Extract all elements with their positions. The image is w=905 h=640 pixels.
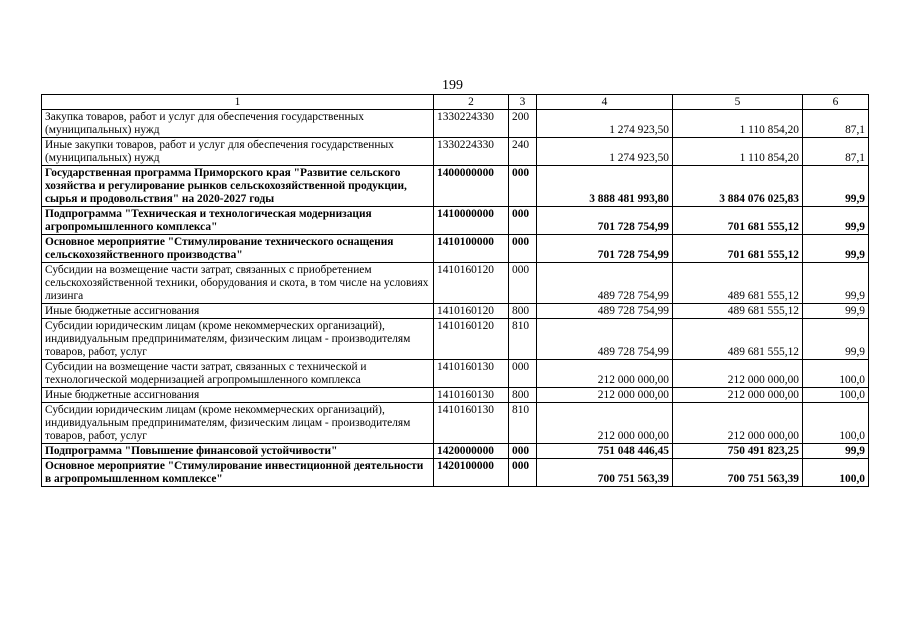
row-actual-amount-cell: 1 110 854,20 xyxy=(673,110,803,138)
row-actual-amount-cell: 701 681 555,12 xyxy=(673,235,803,263)
budget-execution-table xyxy=(41,94,869,487)
row-plan-amount-cell: 701 728 754,99 xyxy=(537,207,673,235)
row-actual-amount-cell: 489 681 555,12 xyxy=(673,263,803,304)
row-percent-cell: 100,0 xyxy=(803,403,869,444)
row-actual-amount-cell: 701 681 555,12 xyxy=(673,207,803,235)
row-percent-cell: 87,1 xyxy=(803,138,869,166)
row-target-article-cell: 1330224330 xyxy=(434,110,509,138)
row-percent-cell: 87,1 xyxy=(803,110,869,138)
table-row xyxy=(42,319,869,360)
row-target-article-cell: 1400000000 xyxy=(434,166,509,207)
row-expense-type-cell: 810 xyxy=(509,403,537,444)
row-name-cell: Государственная программа Приморского края "Развитие сельского хозяйства и регулирование рынков сельскохозяйственной продукции, сырья и продовольствия" на 2020-2027 годы xyxy=(42,166,434,207)
table-header-row xyxy=(42,95,869,110)
row-name-cell: Субсидии юридическим лицам (кроме некоммерческих организаций), индивидуальным предпринимателям, физическим лицам - производителям товаров, работ, услуг xyxy=(42,319,434,360)
row-target-article-cell: 1410100000 xyxy=(434,235,509,263)
row-percent-cell: 99,9 xyxy=(803,166,869,207)
header-col-3: 3 xyxy=(509,95,537,110)
row-plan-amount-cell: 700 751 563,39 xyxy=(537,459,673,487)
row-name-cell: Субсидии юридическим лицам (кроме некоммерческих организаций), индивидуальным предпринимателям, физическим лицам - производителям товаров, работ, услуг xyxy=(42,403,434,444)
row-expense-type-cell: 240 xyxy=(509,138,537,166)
row-percent-cell: 100,0 xyxy=(803,459,869,487)
row-plan-amount-cell: 212 000 000,00 xyxy=(537,388,673,403)
row-percent-cell: 100,0 xyxy=(803,360,869,388)
row-percent-cell: 99,9 xyxy=(803,263,869,304)
row-plan-amount-cell: 489 728 754,99 xyxy=(537,263,673,304)
row-expense-type-cell: 200 xyxy=(509,110,537,138)
row-expense-type-cell: 000 xyxy=(509,166,537,207)
table-row xyxy=(42,207,869,235)
row-expense-type-cell: 000 xyxy=(509,360,537,388)
header-col-2: 2 xyxy=(434,95,509,110)
row-name-cell: Субсидии на возмещение части затрат, связанных с технической и технологической модернизацией агропромышленного комплекса xyxy=(42,360,434,388)
table-row xyxy=(42,388,869,403)
header-col-5: 5 xyxy=(673,95,803,110)
row-actual-amount-cell: 750 491 823,25 xyxy=(673,444,803,459)
row-name-cell: Субсидии на возмещение части затрат, связанных с приобретением сельскохозяйственной техники, оборудования и скота, в том числе на условиях лизинга xyxy=(42,263,434,304)
row-target-article-cell: 1420100000 xyxy=(434,459,509,487)
row-name-cell: Закупка товаров, работ и услуг для обеспечения государственных (муниципальных) нужд xyxy=(42,110,434,138)
row-target-article-cell: 1410160120 xyxy=(434,319,509,360)
row-actual-amount-cell: 212 000 000,00 xyxy=(673,360,803,388)
row-target-article-cell: 1420000000 xyxy=(434,444,509,459)
row-expense-type-cell: 000 xyxy=(509,263,537,304)
row-percent-cell: 99,9 xyxy=(803,319,869,360)
table-row xyxy=(42,444,869,459)
row-target-article-cell: 1410160120 xyxy=(434,263,509,304)
row-target-article-cell: 1410000000 xyxy=(434,207,509,235)
table-row xyxy=(42,166,869,207)
row-plan-amount-cell: 212 000 000,00 xyxy=(537,360,673,388)
row-name-cell: Основное мероприятие "Стимулирование технического оснащения сельскохозяйственного производства" xyxy=(42,235,434,263)
row-name-cell: Подпрограмма "Техническая и технологическая модернизация агропромышленного комплекса" xyxy=(42,207,434,235)
table-row xyxy=(42,360,869,388)
row-plan-amount-cell: 489 728 754,99 xyxy=(537,319,673,360)
table-row xyxy=(42,138,869,166)
header-col-1: 1 xyxy=(42,95,434,110)
row-expense-type-cell: 000 xyxy=(509,459,537,487)
row-target-article-cell: 1410160130 xyxy=(434,360,509,388)
header-col-6: 6 xyxy=(803,95,869,110)
row-percent-cell: 99,9 xyxy=(803,207,869,235)
row-expense-type-cell: 810 xyxy=(509,319,537,360)
row-expense-type-cell: 000 xyxy=(509,207,537,235)
row-name-cell: Основное мероприятие "Стимулирование инвестиционной деятельности в агропромышленном комплексе" xyxy=(42,459,434,487)
row-actual-amount-cell: 489 681 555,12 xyxy=(673,319,803,360)
row-name-cell: Иные закупки товаров, работ и услуг для обеспечения государственных (муниципальных) нужд xyxy=(42,138,434,166)
row-expense-type-cell: 800 xyxy=(509,388,537,403)
row-plan-amount-cell: 1 274 923,50 xyxy=(537,138,673,166)
header-col-4: 4 xyxy=(537,95,673,110)
row-plan-amount-cell: 1 274 923,50 xyxy=(537,110,673,138)
row-plan-amount-cell: 701 728 754,99 xyxy=(537,235,673,263)
row-expense-type-cell: 000 xyxy=(509,235,537,263)
row-actual-amount-cell: 212 000 000,00 xyxy=(673,403,803,444)
row-actual-amount-cell: 1 110 854,20 xyxy=(673,138,803,166)
row-plan-amount-cell: 489 728 754,99 xyxy=(537,304,673,319)
row-expense-type-cell: 000 xyxy=(509,444,537,459)
row-target-article-cell: 1410160130 xyxy=(434,403,509,444)
row-expense-type-cell: 800 xyxy=(509,304,537,319)
row-target-article-cell: 1410160130 xyxy=(434,388,509,403)
row-target-article-cell: 1330224330 xyxy=(434,138,509,166)
row-actual-amount-cell: 212 000 000,00 xyxy=(673,388,803,403)
row-name-cell: Подпрограмма "Повышение финансовой устойчивости" xyxy=(42,444,434,459)
row-percent-cell: 99,9 xyxy=(803,235,869,263)
row-percent-cell: 100,0 xyxy=(803,388,869,403)
row-plan-amount-cell: 751 048 446,45 xyxy=(537,444,673,459)
table-row xyxy=(42,235,869,263)
table-row xyxy=(42,110,869,138)
table-row xyxy=(42,459,869,487)
table-row xyxy=(42,403,869,444)
row-percent-cell: 99,9 xyxy=(803,304,869,319)
row-actual-amount-cell: 700 751 563,39 xyxy=(673,459,803,487)
row-plan-amount-cell: 212 000 000,00 xyxy=(537,403,673,444)
row-name-cell: Иные бюджетные ассигнования xyxy=(42,304,434,319)
row-actual-amount-cell: 489 681 555,12 xyxy=(673,304,803,319)
row-plan-amount-cell: 3 888 481 993,80 xyxy=(537,166,673,207)
row-name-cell: Иные бюджетные ассигнования xyxy=(42,388,434,403)
table-row xyxy=(42,304,869,319)
page-number: 199 xyxy=(442,78,463,93)
table-row xyxy=(42,263,869,304)
row-percent-cell: 99,9 xyxy=(803,444,869,459)
row-target-article-cell: 1410160120 xyxy=(434,304,509,319)
row-actual-amount-cell: 3 884 076 025,83 xyxy=(673,166,803,207)
